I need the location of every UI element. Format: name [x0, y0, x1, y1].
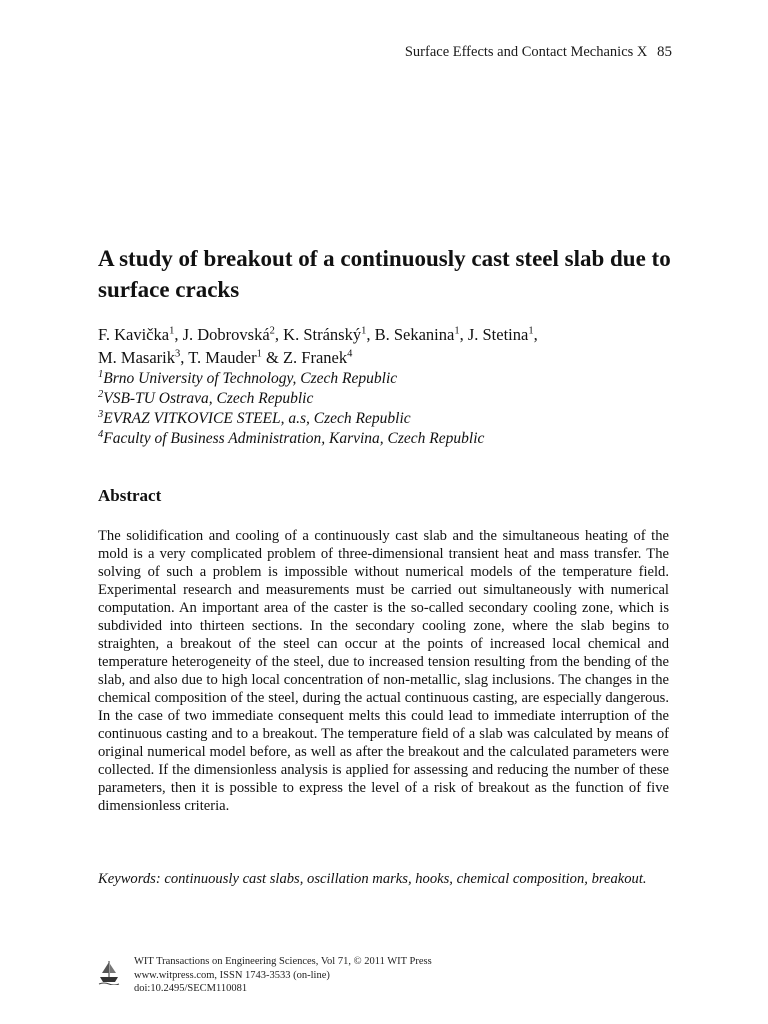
page-number: 85 — [657, 44, 672, 60]
author-6: M. Masarik$^3$, — [98, 348, 189, 367]
abstract-heading: Abstract — [98, 486, 162, 505]
author-4: B. Sekanina$^1$, — [374, 325, 468, 344]
affiliation-2: $^2$VSB-TU Ostrava, Czech Republic — [98, 388, 314, 407]
author-5: J. Stetina$^1$, — [467, 325, 538, 344]
keywords: Keywords: continuously cast slabs, oscillation marks, hooks, chemical composition, breakout. — [98, 871, 647, 887]
wit-press-ship-logo-icon — [98, 959, 120, 985]
footer-doi: doi:10.2495/SECM110081 — [134, 983, 248, 994]
abstract-body: The solidification and cooling of a continuously cast slab and the simultaneous heating of the mold is a very complicated problem of three-dimensional transient heat and mass transfer. The solving of such a problem is impossible without numerical models of the temperature field. Experimental research and measurements must be carried out simultaneously with numerical computation. An important area of the caster is the so-called secondary cooling zone, which is subdivided into thirteen sections. In the secondary cooling zone, where the slab begins to straighten, a breakout of the steel can occur at the points of increased local chemical and temperature heterogeneity of the steel, due to increased tension resulting from the bending of the slab, and also due to high local concentration of non-metallic, slag inclusions. The changes in the chemical composition of the steel, during the actual continuous casting, are especially dangerous. In the case of two immediate consequent melts this could lead to immediate interruption of the continuous casting and to a breakout. The temperature field of a slab was calculated by means of original numerical model before, as well as after the breakout and the calculated parameters were collected. If the dimensionless analysis is applied for assessing and reducing the number of these parameters, then it is possible to express the level of a risk of breakout as the function of five dimensionless criteria. — [98, 528, 669, 814]
affiliation-list — [98, 369, 698, 449]
author-2: J. Dobrovská$^2$, — [182, 325, 284, 344]
footer-website-issn: www.witpress.com, ISSN 1743-3533 (on-line) — [134, 969, 330, 981]
author-7: T. Mauder$^1$ & — [188, 348, 283, 367]
footer-publication: WIT Transactions on Engineering Sciences, Vol 71, © 2011 WIT Press — [134, 956, 432, 967]
affiliation-4: $^4$Faculty of Business Administration, Karvina, Czech Republic — [98, 428, 485, 447]
affiliation-3: $^3$EVRAZ VITKOVICE STEEL, a.s, Czech Republic — [98, 408, 411, 427]
paper-title: A study of breakout of a continuously cast steel slab due to surface cracks — [98, 246, 671, 302]
author-3: K. Stránský$^1$, — [283, 325, 375, 344]
running-head — [405, 44, 672, 61]
affiliation-1: $^1$Brno University of Technology, Czech Republic — [98, 368, 398, 387]
author-list — [98, 323, 698, 369]
journal-name: Surface Effects and Contact Mechanics X — [404, 44, 648, 60]
author-8: Z. Franek$^4$ — [282, 348, 353, 367]
author-1: F. Kavička$^1$, — [98, 325, 183, 344]
footer — [98, 955, 578, 996]
